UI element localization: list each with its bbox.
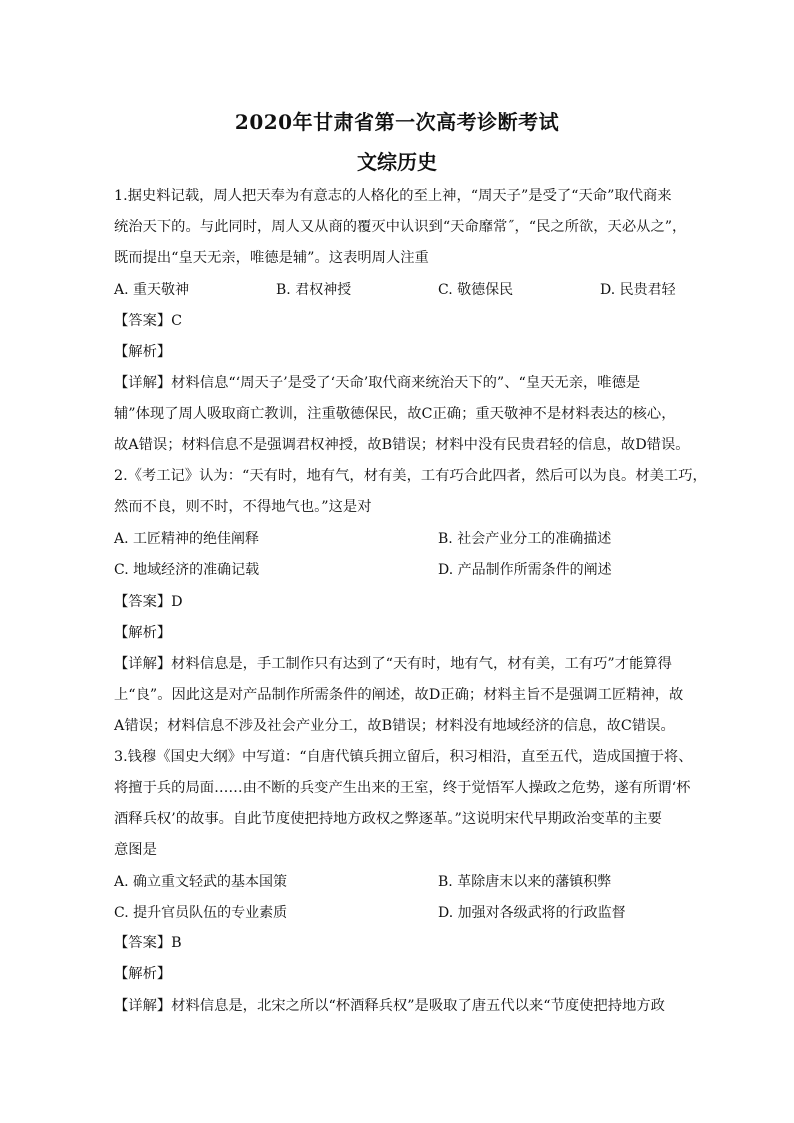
q2-option-d: D. 产品制作所需条件的阐述 bbox=[438, 562, 612, 578]
q1-stem-line: 既而提出“皇天无亲，唯德是辅”。这表明周人注重 bbox=[114, 250, 429, 266]
q3-option-a: A. 确立重文轻武的基本国策 bbox=[114, 874, 288, 890]
q1-detail-line: 【详解】材料信息“‘周天子’是受了‘天命’取代商来统治天下的”、“皇天无亲，唯德是 bbox=[114, 375, 641, 391]
q2-detail-line: A错误；材料信息不涉及社会产业分工，故B错误；材料没有地域经济的信息，故C错误。 bbox=[114, 718, 675, 734]
q3-stem-line: 3.钱穆《国史大纲》中写道：“自唐代镇兵拥立留后，积习相沿，直至五代，造成国擅于将、 bbox=[114, 749, 693, 765]
page-subtitle: 文综历史 bbox=[357, 150, 437, 174]
q1-option-d: D. 民贵君轻 bbox=[600, 282, 676, 298]
q3-option-c: C. 提升官员队伍的专业素质 bbox=[114, 905, 288, 921]
q1-detail-line: 辅”体现了周人吸取商亡教训，注重敬德保民，故C正确；重天敬神不是材料表达的核心， bbox=[114, 406, 676, 422]
q1-stem-line: 1.据史料记载，周人把天奉为有意志的人格化的至上神，“周天子”是受了“天命”取代商来 bbox=[114, 188, 672, 204]
q2-option-a: A. 工匠精神的绝佳阐释 bbox=[114, 531, 260, 547]
q2-option-b: B. 社会产业分工的准确描述 bbox=[438, 531, 612, 547]
q3-option-b: B. 革除唐末以来的藩镇积弊 bbox=[438, 874, 612, 890]
q2-option-c: C. 地域经济的准确记载 bbox=[114, 562, 260, 578]
q1-option-a: A. 重天敬神 bbox=[114, 282, 190, 298]
q1-analysis-label: 【解析】 bbox=[114, 344, 172, 360]
q2-detail-line: 【详解】材料信息是，手工制作只有达到了“天有时，地有气，材有美，工有巧”才能算得 bbox=[114, 656, 672, 672]
q1-option-b: B. 君权神授 bbox=[276, 282, 352, 298]
page-title: 2020年甘肃省第一次高考诊断考试 bbox=[234, 110, 560, 134]
q3-analysis-label: 【解析】 bbox=[114, 966, 172, 982]
q3-option-d: D. 加强对各级武将的行政监督 bbox=[438, 905, 626, 921]
q2-detail-line: 上“良”。因此这是对产品制作所需条件的阐述，故D正确；材料主旨不是强调工匠精神，故 bbox=[114, 687, 684, 703]
q3-answer: 【答案】B bbox=[114, 935, 182, 951]
q2-stem-line: 然而不良，则不时，不得地气也。”这是对 bbox=[114, 499, 372, 515]
q2-answer: 【答案】D bbox=[114, 594, 183, 610]
q2-stem-line: 2.《考工记》认为：“天有时，地有气，材有美，工有巧合此四者，然后可以为良。材美工巧， bbox=[114, 468, 707, 484]
q1-answer: 【答案】C bbox=[114, 313, 183, 329]
q1-detail-line: 故A错误；材料信息不是强调君权神授，故B错误；材料中没有民贵君轻的信息，故D错误。 bbox=[114, 437, 690, 453]
q3-stem-line: 酒释兵权’的故事。自此节度使把持地方政权之弊逐革。”这说明宋代早期政治变革的主要 bbox=[114, 811, 662, 827]
q2-analysis-label: 【解析】 bbox=[114, 625, 172, 641]
q3-stem-line: 将擅于兵的局面……由不断的兵变产生出来的王室，终于觉悟军人操政之危势，遂有所谓‘杯 bbox=[114, 780, 691, 796]
q3-stem-line: 意图是 bbox=[114, 842, 157, 858]
q3-detail-line: 【详解】材料信息是，北宋之所以“杯酒释兵权”是吸取了唐五代以来“节度使把持地方政 bbox=[114, 998, 665, 1014]
q1-stem-line: 统治天下的。与此同时，周人又从商的覆灭中认识到“天命靡常˝，“民之所欲，天必从之”， bbox=[114, 219, 687, 235]
q1-option-c: C. 敬德保民 bbox=[438, 282, 514, 298]
